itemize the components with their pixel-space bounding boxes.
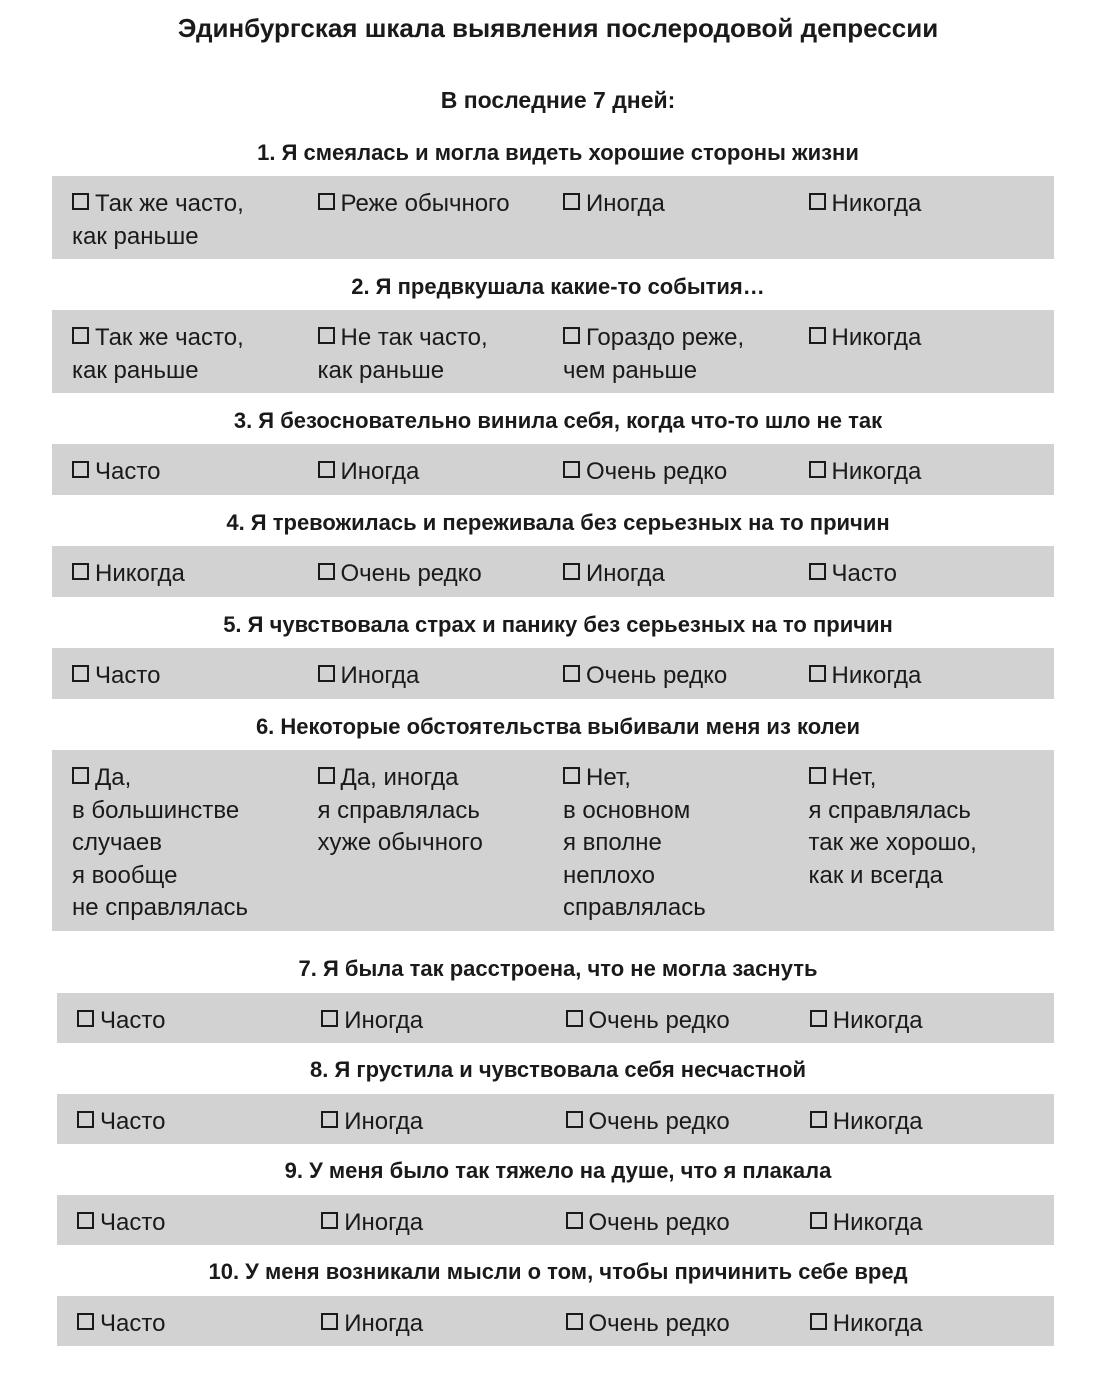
answer-options (57, 1195, 1054, 1245)
question-10 (0, 1256, 1116, 1337)
answer-option-2[interactable] (321, 1296, 565, 1346)
checkbox-icon[interactable] (318, 461, 335, 478)
answer-option-label: Никогда (832, 1209, 923, 1236)
answer-options (57, 1296, 1054, 1346)
checkbox-icon[interactable] (563, 461, 580, 478)
answer-option-3[interactable] (566, 1296, 810, 1346)
question-title: 6. Некоторые обстоятельства выбивали меня из колеи (255, 714, 861, 739)
checkbox-icon[interactable] (72, 767, 89, 784)
answer-option-3[interactable] (563, 648, 809, 699)
checkbox-icon[interactable] (810, 1313, 827, 1330)
question-title: 2. Я предвкушала какие-то события… (351, 274, 765, 299)
answer-option-3[interactable] (563, 444, 809, 495)
answer-option-label: Иногда (344, 1310, 424, 1337)
checkbox-icon[interactable] (321, 1010, 338, 1027)
question-title: 1. Я смеялась и могла видеть хорошие стороны жизни (257, 140, 859, 165)
answer-options (57, 1094, 1054, 1144)
answer-option-label: Иногда (586, 560, 665, 587)
answer-option-label: Иногда (344, 1209, 424, 1236)
answer-option-label: Так же часто, как раньше (72, 324, 244, 384)
answer-option-label: Часто (100, 1007, 166, 1034)
checkbox-icon[interactable] (810, 1212, 827, 1229)
answer-option-3[interactable] (566, 1195, 810, 1245)
question-3 (0, 405, 1116, 485)
answer-option-label: Очень редко (588, 1209, 730, 1236)
checkbox-icon[interactable] (563, 767, 580, 784)
answer-option-1[interactable] (72, 444, 318, 495)
answer-option-3[interactable] (563, 750, 809, 931)
answer-option-1[interactable] (72, 648, 318, 699)
answer-option-1[interactable] (72, 176, 318, 259)
answer-option-label: Нет, я справлялась так же хорошо, как и всегда (808, 764, 977, 889)
answer-options (52, 750, 1054, 931)
answer-option-label: Очень редко (340, 560, 482, 587)
answer-option-label: Очень редко (586, 662, 728, 689)
answer-option-label: Нет, в основном я вполне неплохо справлялась (563, 764, 706, 922)
answer-option-1[interactable] (72, 546, 318, 597)
answer-option-label: Иногда (586, 190, 665, 217)
answer-option-2[interactable] (318, 444, 564, 495)
answer-option-2[interactable] (318, 648, 564, 699)
answer-option-label: Никогда (95, 560, 185, 587)
checkbox-icon[interactable] (321, 1313, 338, 1330)
checkbox-icon[interactable] (72, 461, 89, 478)
checkbox-icon[interactable] (77, 1111, 94, 1128)
page-title: Эдинбургская шкала выявления послеродовой депрессии (177, 13, 939, 43)
checkbox-icon[interactable] (809, 563, 826, 580)
question-1 (0, 137, 1116, 250)
answer-options (52, 444, 1054, 495)
answer-option-label: Никогда (831, 190, 922, 217)
answer-option-4[interactable] (810, 1094, 1054, 1144)
period-subtitle: В последние 7 дней: (440, 87, 676, 113)
question-title: 8. Я грустила и чувствовала себя несчастной (310, 1057, 806, 1082)
checkbox-icon[interactable] (563, 327, 580, 344)
checkbox-icon[interactable] (563, 193, 580, 210)
answer-option-label: Часто (831, 560, 897, 587)
answer-option-label: Да, иногда я справлялась хуже обычного (317, 764, 483, 857)
checkbox-icon[interactable] (321, 1212, 338, 1229)
answer-option-label: Иногда (344, 1108, 424, 1135)
checkbox-icon[interactable] (318, 665, 335, 682)
question-5 (0, 609, 1116, 689)
answer-option-3[interactable] (566, 993, 810, 1043)
checkbox-icon[interactable] (72, 193, 89, 210)
answer-option-4[interactable] (809, 750, 1055, 931)
answer-option-3[interactable] (563, 546, 809, 597)
answer-option-label: Иногда (340, 458, 420, 485)
question-title: 9. У меня было так тяжело на душе, что я плакала (284, 1158, 832, 1183)
answer-option-4[interactable] (809, 176, 1055, 259)
answer-option-1[interactable] (72, 750, 318, 931)
answer-options (52, 546, 1054, 597)
answer-option-4[interactable] (810, 1296, 1054, 1346)
question-title: 4. Я тревожилась и переживала без серьезных на то причин (226, 510, 890, 535)
answer-option-4[interactable] (809, 546, 1055, 597)
answer-option-label: Никогда (832, 1108, 923, 1135)
answer-option-4[interactable] (810, 993, 1054, 1043)
checkbox-icon[interactable] (809, 193, 826, 210)
answer-option-label: Часто (100, 1108, 166, 1135)
question-title: 5. Я чувствовала страх и панику без серьезных на то причин (223, 612, 893, 637)
answer-option-label: Очень редко (588, 1108, 730, 1135)
answer-option-label: Да, в большинстве случаев я вообще не справлялась (72, 764, 249, 922)
answer-option-2[interactable] (321, 1195, 565, 1245)
answer-option-label: Гораздо реже, чем раньше (563, 324, 745, 384)
answer-option-4[interactable] (809, 648, 1055, 699)
question-9 (0, 1155, 1116, 1236)
checkbox-icon[interactable] (77, 1212, 94, 1229)
question-7 (0, 953, 1116, 1034)
checkbox-icon[interactable] (318, 767, 335, 784)
answer-option-2[interactable] (321, 1094, 565, 1144)
answer-options (52, 310, 1054, 393)
checkbox-icon[interactable] (321, 1111, 338, 1128)
answer-option-2[interactable] (318, 546, 564, 597)
checkbox-icon[interactable] (810, 1010, 827, 1027)
answer-option-2[interactable] (318, 176, 564, 259)
checkbox-icon[interactable] (809, 665, 826, 682)
question-4 (0, 507, 1116, 587)
answer-option-label: Никогда (831, 662, 922, 689)
checkbox-icon[interactable] (566, 1111, 583, 1128)
answer-options (52, 176, 1054, 259)
answer-option-label: Иногда (340, 662, 420, 689)
checkbox-icon[interactable] (809, 461, 826, 478)
question-title: 7. Я была так расстроена, что не могла заснуть (298, 956, 818, 981)
checkbox-icon[interactable] (318, 193, 335, 210)
checkbox-icon[interactable] (566, 1313, 583, 1330)
answer-option-3[interactable] (566, 1094, 810, 1144)
answer-option-1[interactable] (77, 1195, 321, 1245)
checkbox-icon[interactable] (72, 665, 89, 682)
checkbox-icon[interactable] (566, 1010, 583, 1027)
answer-option-label: Никогда (832, 1007, 923, 1034)
answer-option-1[interactable] (77, 1296, 321, 1346)
answer-option-label: Реже обычного (340, 190, 510, 217)
answer-option-label: Часто (100, 1209, 166, 1236)
answer-option-1[interactable] (77, 993, 321, 1043)
checkbox-icon[interactable] (72, 563, 89, 580)
answer-option-label: Никогда (831, 458, 922, 485)
answer-option-label: Никогда (831, 324, 922, 351)
answer-options (52, 648, 1054, 699)
checkbox-icon[interactable] (809, 767, 826, 784)
answer-option-label: Никогда (832, 1310, 923, 1337)
answer-option-label: Часто (100, 1310, 166, 1337)
answer-option-3[interactable] (563, 310, 809, 393)
answer-option-2[interactable] (318, 750, 564, 931)
answer-option-label: Очень редко (588, 1007, 730, 1034)
checkbox-icon[interactable] (318, 327, 335, 344)
question-2 (0, 271, 1116, 384)
question-title: 10. У меня возникали мысли о том, чтобы причинить себе вред (208, 1259, 908, 1284)
answer-option-label: Иногда (344, 1007, 424, 1034)
answer-option-label: Так же часто, как раньше (72, 190, 244, 250)
answer-option-label: Часто (95, 458, 161, 485)
answer-option-1[interactable] (77, 1094, 321, 1144)
checkbox-icon[interactable] (563, 665, 580, 682)
answer-option-label: Часто (95, 662, 161, 689)
checkbox-icon[interactable] (318, 563, 335, 580)
checkbox-icon[interactable] (563, 563, 580, 580)
question-6 (0, 711, 1116, 922)
checkbox-icon[interactable] (810, 1111, 827, 1128)
checkbox-icon[interactable] (77, 1010, 94, 1027)
checkbox-icon[interactable] (566, 1212, 583, 1229)
answer-option-4[interactable] (809, 444, 1055, 495)
question-8 (0, 1054, 1116, 1135)
answer-option-4[interactable] (809, 310, 1055, 393)
answer-option-label: Не так часто, как раньше (317, 324, 488, 384)
answer-option-2[interactable] (318, 310, 564, 393)
question-title: 3. Я безосновательно винила себя, когда что-то шло не так (233, 408, 883, 433)
answer-options (57, 993, 1054, 1043)
answer-option-1[interactable] (72, 310, 318, 393)
checkbox-icon[interactable] (72, 327, 89, 344)
answer-option-2[interactable] (321, 993, 565, 1043)
checkbox-icon[interactable] (809, 327, 826, 344)
answer-option-label: Очень редко (588, 1310, 730, 1337)
answer-option-3[interactable] (563, 176, 809, 259)
checkbox-icon[interactable] (77, 1313, 94, 1330)
answer-option-label: Очень редко (586, 458, 728, 485)
answer-option-4[interactable] (810, 1195, 1054, 1245)
